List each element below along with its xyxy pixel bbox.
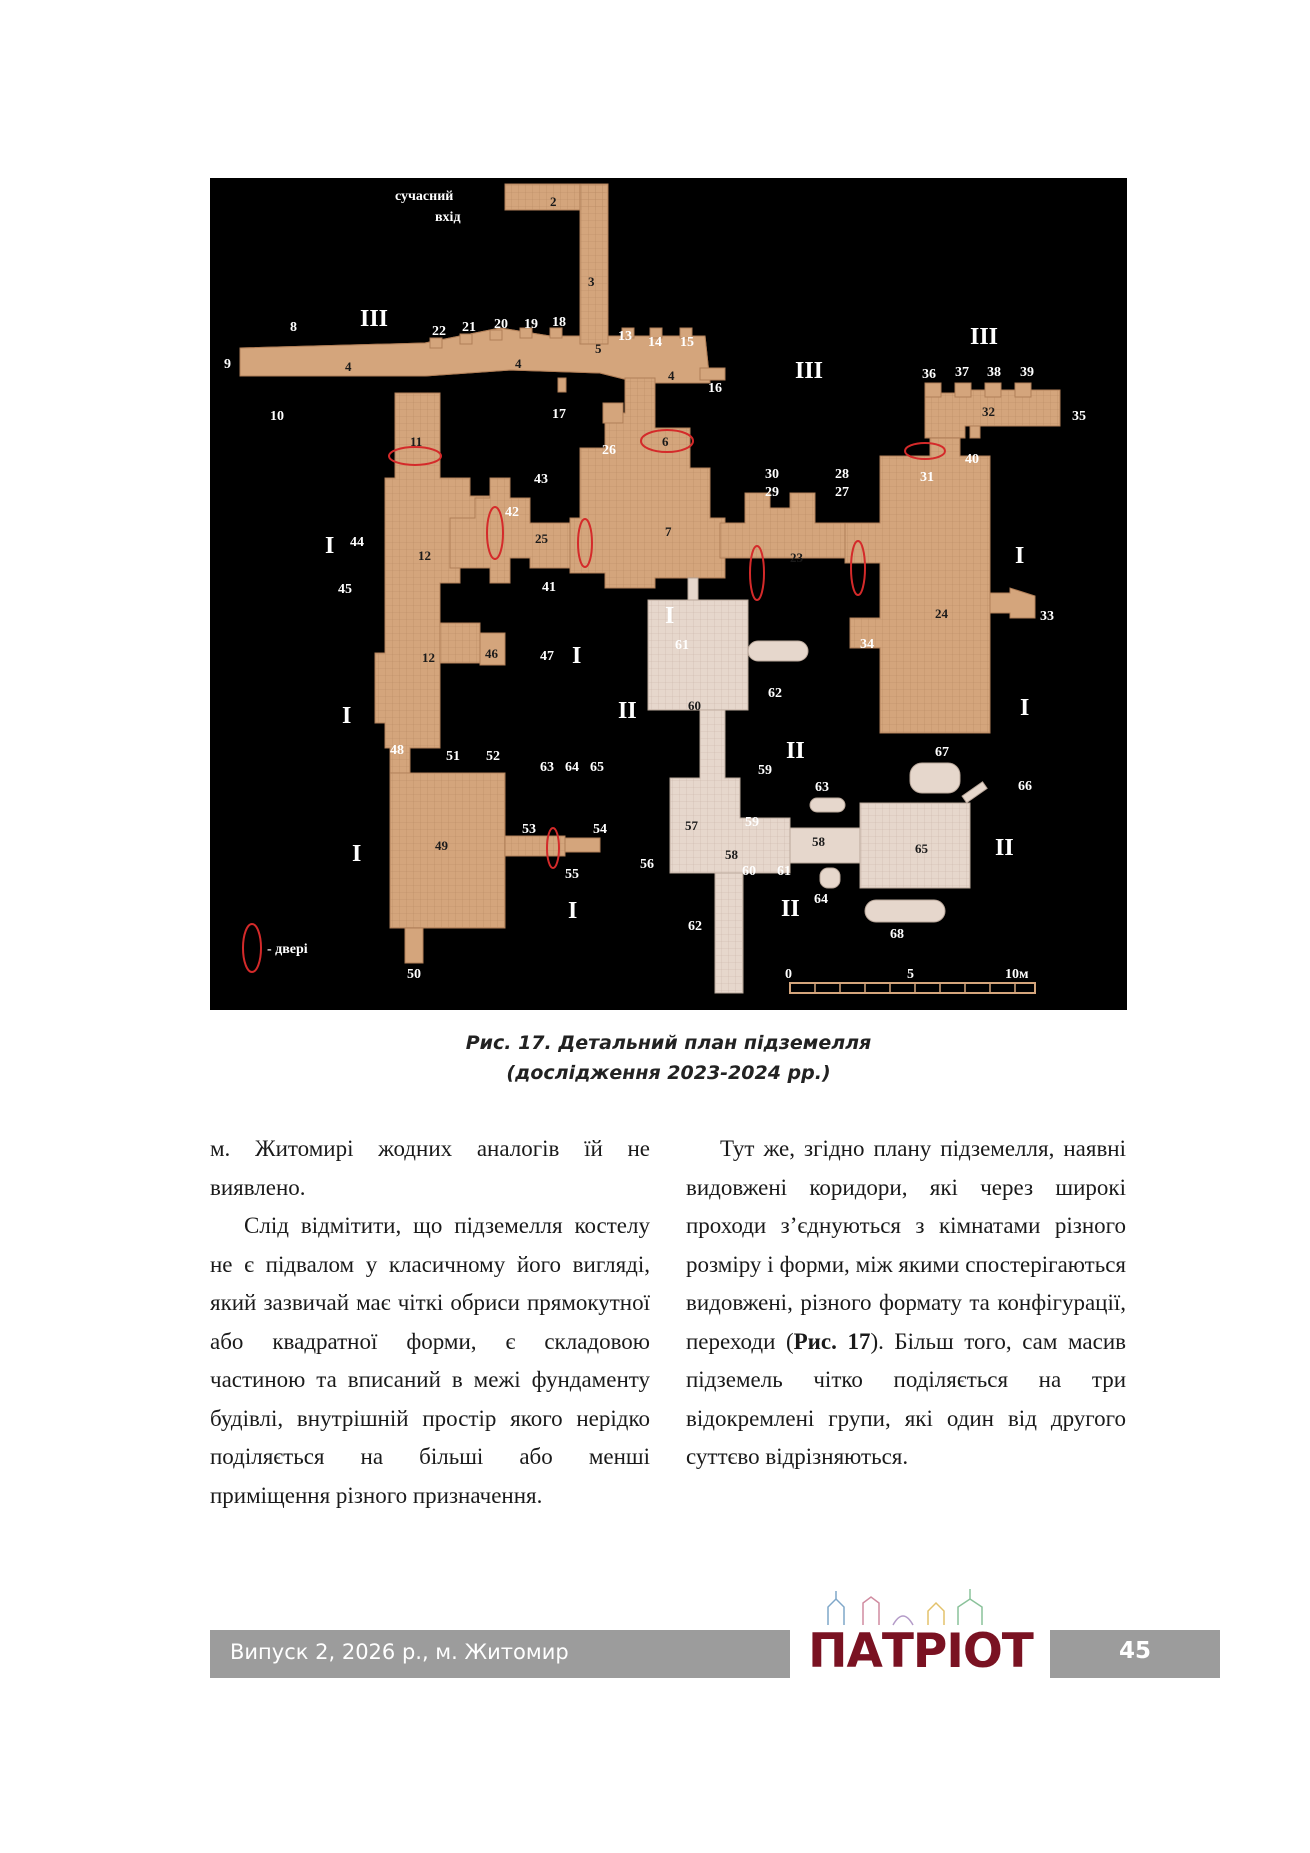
room-label-35: 35 — [1072, 409, 1086, 424]
room-label-62: 62 — [688, 919, 702, 934]
room-label-5: 5 — [595, 341, 602, 356]
room-label-16: 16 — [708, 381, 722, 396]
room-67 — [910, 763, 960, 793]
group-label-i: I — [325, 533, 335, 559]
room-label-2: 2 — [550, 194, 557, 209]
plan-drawing — [210, 178, 1127, 1010]
paragraph — [686, 1130, 1126, 1477]
room-label-39: 39 — [1020, 365, 1034, 380]
group-label-ii: II — [618, 698, 637, 724]
room-label-6: 6 — [662, 434, 669, 449]
room-label-34: 34 — [860, 637, 874, 652]
room-50 — [405, 928, 423, 963]
room-label-51: 51 — [446, 749, 460, 764]
room-33 — [990, 588, 1035, 618]
caption-line-1: Рис. 17. Детальний план підземелля — [465, 1032, 872, 1054]
room-label-62: 62 — [768, 686, 782, 701]
room-label-12: 12 — [418, 548, 431, 563]
room-label-24: 24 — [935, 606, 948, 621]
room-label-19: 19 — [524, 317, 538, 332]
room-label-66: 66 — [1018, 779, 1032, 794]
room-label-26: 26 — [602, 443, 616, 458]
scale-label-5: 5 — [907, 967, 914, 982]
room-label-27: 27 — [835, 485, 849, 500]
room-label-21: 21 — [462, 320, 476, 335]
room-label-8: 8 — [290, 320, 297, 335]
entrance-label-line2: вхід — [435, 210, 461, 225]
issue-info: Випуск 2, 2026 р., м. Житомир — [230, 1640, 569, 1664]
room-label-10: 10 — [270, 409, 284, 424]
room-label-4: 4 — [345, 359, 352, 374]
room-label-14: 14 — [648, 335, 662, 350]
room-label-31: 31 — [920, 470, 934, 485]
room-label-54: 54 — [593, 822, 607, 837]
underground-plan-figure — [210, 178, 1127, 1010]
room-label-37: 37 — [955, 365, 969, 380]
room-label-12: 12 — [422, 650, 435, 665]
room-label-33: 33 — [1040, 609, 1054, 624]
room-label-63: 63 — [815, 780, 829, 795]
group-label-i: I — [568, 898, 578, 924]
room-label-25: 25 — [535, 531, 548, 546]
figure-caption — [210, 1028, 1127, 1088]
caption-line-2: (дослідження 2023-2024 рр.) — [506, 1062, 831, 1084]
church-icon — [828, 1599, 844, 1625]
group-label-iii: III — [360, 306, 389, 332]
room-label-48: 48 — [390, 743, 404, 758]
room-label-68: 68 — [890, 927, 904, 942]
group-label-ii: II — [781, 896, 800, 922]
figure-reference: Рис. 17 — [793, 1328, 871, 1354]
room-label-42: 42 — [505, 505, 519, 520]
room-label-55: 55 — [565, 867, 579, 882]
room-label-46: 46 — [485, 646, 498, 661]
group-label-i: I — [1020, 695, 1030, 721]
group-label-i: I — [352, 841, 362, 867]
room-label-15: 15 — [680, 335, 694, 350]
room-label-61: 61 — [777, 864, 791, 879]
entrance-label-line1: сучасний — [395, 189, 454, 204]
room-label-52: 52 — [486, 749, 500, 764]
room-58 — [790, 828, 860, 863]
room-label-59: 59 — [745, 815, 759, 830]
room-label-43: 43 — [534, 472, 548, 487]
group-label-ii: II — [995, 835, 1014, 861]
room-label-67: 67 — [935, 745, 949, 760]
room-label-7: 7 — [665, 524, 672, 539]
room-label-18: 18 — [552, 315, 566, 330]
paragraph-text: Тут же, згідно плану підземелля, наявні видовжені коридори, які через широкі проходи з’єднуються з кімнатами різного розміру і форми, між якими спостерігаються видовжені, різного формату та конфігурації, переходи ( — [686, 1136, 1126, 1354]
paragraph-text: ). Більш того, сам масив підземель чітко поділяється на три відокремлені групи, які один від другого суттєво відрізняються. — [686, 1328, 1126, 1469]
room-label-56: 56 — [640, 857, 654, 872]
room-label-9: 9 — [224, 357, 231, 372]
tower-icon — [863, 1597, 879, 1625]
room-68 — [865, 900, 945, 922]
room-label-41: 41 — [542, 580, 556, 595]
room-label-63: 63 — [540, 760, 554, 775]
room-label-64: 64 — [565, 760, 579, 775]
room-label-58: 58 — [725, 847, 738, 862]
group-label-i: I — [665, 603, 675, 629]
room-label-50: 50 — [407, 967, 421, 982]
room-label-60: 60 — [742, 864, 756, 879]
room-label-13: 13 — [618, 329, 632, 344]
room-label-45: 45 — [338, 582, 352, 597]
room-label-58: 58 — [812, 834, 825, 849]
room-63 — [810, 798, 845, 812]
room-label-32: 32 — [982, 404, 995, 419]
room-label-30: 30 — [765, 467, 779, 482]
room-62-top — [748, 641, 808, 661]
group-label-i: I — [342, 703, 352, 729]
room-64 — [820, 868, 840, 888]
group-label-i: I — [572, 643, 582, 669]
room-16 — [700, 368, 725, 380]
scale-bar — [785, 967, 1035, 993]
room-label-40: 40 — [965, 452, 979, 467]
room-label-23: 23 — [790, 550, 803, 565]
room-label-65: 65 — [590, 760, 604, 775]
paragraph: Слід відмітити, що підземелля костелу не є підвалом у класичному його вигляді, який зазвичай має чіткі обриси прямокутної або квадратної форми, є складовою частиною та вписаний в межі фундаменту будівлі, внутрішній простір якого нерідко поділяється на більші або менші приміщення різного призначення. — [210, 1213, 650, 1508]
page-number: 45 — [1118, 1638, 1151, 1664]
scale-label-0: 0 — [785, 967, 792, 982]
group-label-iii: III — [795, 358, 824, 384]
room-label-53: 53 — [522, 822, 536, 837]
room-label-60: 60 — [688, 698, 701, 713]
group-label-iii: III — [970, 324, 999, 350]
room-label-47: 47 — [540, 649, 554, 664]
room-label-64: 64 — [814, 892, 828, 907]
room-label-38: 38 — [987, 365, 1001, 380]
cathedral-icon — [958, 1599, 982, 1625]
room-label-11: 11 — [410, 434, 423, 449]
room-label-36: 36 — [922, 367, 936, 382]
room-label-22: 22 — [432, 324, 446, 339]
room-label-20: 20 — [494, 317, 508, 332]
room-label-4: 4 — [668, 368, 675, 383]
room-label-44: 44 — [350, 535, 364, 550]
group-label-i: I — [1015, 543, 1025, 569]
room-label-65: 65 — [915, 841, 928, 856]
chapel-icon — [928, 1603, 944, 1625]
room-label-3: 3 — [588, 274, 595, 289]
room-label-29: 29 — [765, 485, 779, 500]
room-26 — [603, 403, 623, 423]
room-66 — [962, 782, 987, 803]
room-label-4: 4 — [515, 356, 522, 371]
room-label-59: 59 — [758, 763, 772, 778]
group-label-ii: II — [786, 738, 805, 764]
room-label-17: 17 — [552, 407, 566, 422]
patriot-logo-text: ПАТРІОТ — [808, 1624, 1033, 1679]
scale-label-10: 10м — [1005, 967, 1029, 982]
legend-door-label: - двері — [267, 942, 308, 957]
paragraph: м. Житомирі жодних аналогів їй не виявлено. — [210, 1136, 650, 1200]
room-label-57: 57 — [685, 818, 698, 833]
room-label-49: 49 — [435, 838, 448, 853]
room-label-61: 61 — [675, 638, 689, 653]
room-label-28: 28 — [835, 467, 849, 482]
text-column-left — [210, 1130, 650, 1515]
text-column-right — [686, 1130, 1126, 1477]
